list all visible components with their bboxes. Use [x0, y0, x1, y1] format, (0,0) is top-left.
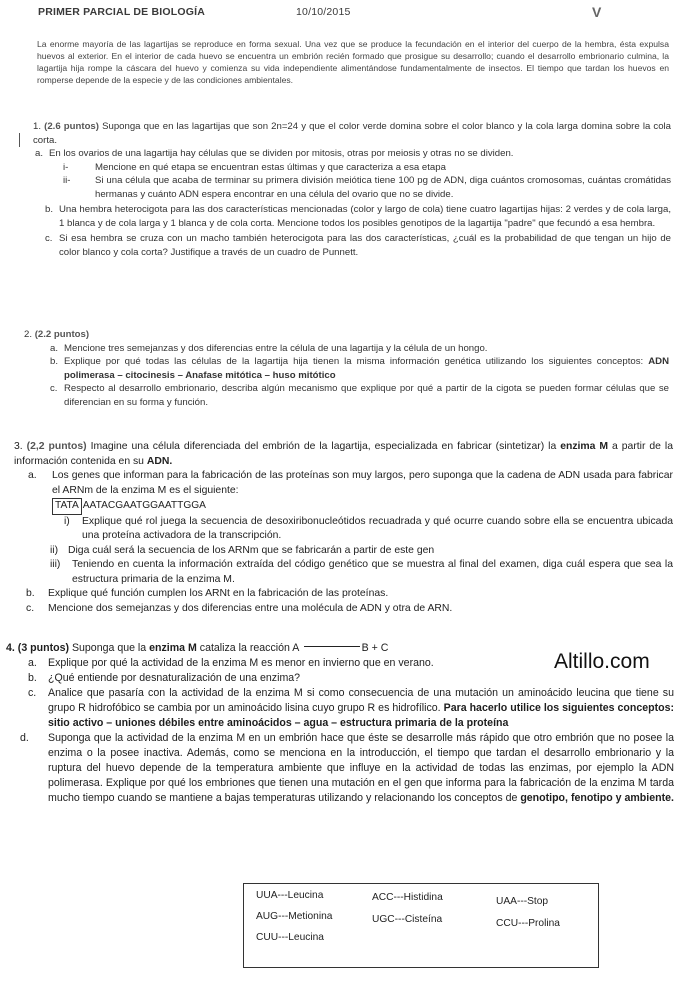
codon-entry: AUG---Metionina — [256, 911, 333, 922]
q4-item-b: b. ¿Qué entiende por desnaturalización de una enzima? — [28, 672, 301, 684]
q3-item-a: a. Los genes que informan para la fabricación de las proteínas son muy largos, pero suponga que la cadena de ADN usada para fabricar el ARNm de la enzima M es el siguiente: TATA AATACGAATGGAATTGGA — [28, 469, 673, 515]
q2-concepts: ADN polimerasa – citocinesis – Anafase mitótica – huso mitótico — [64, 356, 670, 381]
q2-number: 2. — [24, 329, 33, 340]
codon-entry: ACC---Histidina — [372, 892, 443, 903]
q4-concepts: sitio activo – uniones débiles entre aminoácidos – agua – estructura primaria de la proteína — [48, 717, 509, 729]
codon-entry: CCU---Prolina — [496, 918, 560, 929]
q1-item-c: c. Si esa hembra se cruza con un macho también heterocigota para las dos características, ¿cuál es la probabilidad de que tengan un hijo de color blanco y cola corta? Justifique a través de un cuadro de Punnett. — [45, 233, 671, 258]
q2-item-c: c. Respecto al desarrollo embrionario, describa algún mecanismo que explique por qué a partir de la cigota se pueden formar células que se diferencian en su forma y función. — [50, 383, 669, 408]
codon-entry: UGC---Cisteína — [372, 914, 443, 925]
question-1 — [33, 120, 671, 259]
tata-box: TATA — [52, 498, 82, 515]
q1-number: 1. — [33, 121, 42, 132]
q4-item-a: a. Explique por qué la actividad de la enzima M es menor en invierno que en verano. — [28, 657, 434, 669]
q1-item-a-i: i- Mencione en qué etapa se encuentran estas últimas y que caracteriza a esa etapa — [63, 161, 446, 173]
question-4: 4. (3 puntos) Suponga que la enzima M cataliza la reacción A B + C a. Explique por qué la actividad de la enzima M es menor en invierno que en verano. b. ¿Qué entiende por desnaturalización de una enzima? c. Analice que pasaría con la actividad de la enzima M si como consecuencia de una mutación un aminoácido leucina que tiene su grupo R hidrofóbico se cambia por un aminoácido lisina cuyo grupo R es hidrofílico. Para hacerlo utilice los siguientes conceptos: sitio activo – uniones débiles entre aminoácidos – agua – estructura primaria de la proteína d. Suponga que la actividad de la enzima M en un embrión hace que éste se desarrolle más rápido que otro embrión que no posee la enzima o la posee inactiva. Además, como se menciona en la introducción, el tiempo que tardan el desarrollo embrionario y la ruptura del huevo depende de la temperatura ambiente que influye en la actividad de todas las enzimas, por ejemplo la ADN polimerasa. Explique por qué los embriones que tienen una mutación en el gen que informa para la fabricación de la enzima M tarda mucho tiempo cuando se mantiene a bajas temperaturas utilizando y relacionando los conceptos de genotipo, fenotipo y ambiente. — [6, 642, 674, 804]
exam-title: PRIMER PARCIAL DE BIOLOGÍA — [38, 6, 205, 18]
q1-points: (2.6 puntos) — [44, 121, 99, 132]
q4-item-d: d. Suponga que la actividad de la enzima M en un embrión hace que éste se desarrolle más rápido que otro embrión que no posee la enzima o la posee inactiva. Además, como se menciona en la introducción, el tiempo que tardan el desarrollo embrionario y la ruptura del huevo depende de la temperatura ambiente que influye en la actividad de todas las enzimas, por ejemplo la ADN polimerasa. Explique por qué los embriones que tienen una mutación en el gen que informa para la fabricación de la enzima M tarda mucho tiempo cuando se mantiene a bajas temperaturas utilizando y relacionando los conceptos de genotipo, fenotipo y ambiente. — [20, 732, 674, 804]
q1-item-b: b. Una hembra heterocigota para las dos características mencionadas (color y largo de cola) tiene cuatro lagartijas hijas: 2 verdes y de cola larga, 1 blanca y de cola larga y 1 blanca y de cola corta. Mencione todos los posibles genotipos de la lagartija "padre" que fecundó a esa hembra. — [45, 204, 671, 229]
q2-points: (2.2 puntos) — [34, 329, 90, 340]
intro-paragraph: La enorme mayoría de las lagartijas se reproduce en forma sexual. Una vez que se produce la fecundación en el interior del cuerpo de la hembra, ésta expulsa huevos al exterior. En el interior de cada huevo se encuentra un embrión recién formado que prosigue su desarrollo; cuando el desarrollo embrionario culmina, la lagartija hija rompe la cáscara del huevo y comienza su vida independiente alimentándose fundamentalmente de insectos. El tiempo que tardan los huevos en romperse depende de la especie y de las condiciones ambientales. — [37, 39, 669, 85]
q2-item-a: a. Mencione tres semejanzas y dos diferencias entre la célula de una lagartija y la célula de un hongo. — [50, 342, 488, 354]
q3-item-c: c. Mencione dos semejanzas y dos diferencias entre una molécula de ADN y otra de ARN. — [26, 602, 453, 614]
handwritten-mark: V — [592, 4, 602, 20]
exam-date: 10/10/2015 — [296, 6, 351, 18]
margin-mark — [19, 133, 20, 147]
q4-points: (3 puntos) — [17, 642, 69, 654]
question-3: 3. (2,2 puntos) Imagine una célula diferenciada del embrión de la lagartija, especializada en fabricar (sintetizar) la enzima M a partir de la información contenida en su ADN. a. Los genes que informan para la fabricación de las proteínas son muy largos, pero suponga que la cadena de ADN usada para fabricar el ARNm de la enzima M es el siguiente: TATA AATACGAATGGAATTGGA i) Explique qué rol juega la secuencia de desoxiribonucleótidos recuadrada y qué ocurre cuando sobre ella se encuentra ubicada una proteína activadora de la transcripción. ii) Diga cuál será la secuencia de los ARNm que se fabricarán a partir de este gen iii) Teniendo en cuenta la información extraída del código genético que se muestra al final del examen, diga cuál espera que sea la estructura primaria de la enzima M. b. Explique qué función cumplen los ARNt en la fabricación de las proteínas. c. Mencione dos semejanzas y dos diferencias entre una molécula de ADN y otra de ARN. — [14, 440, 673, 616]
q3-item-a-ii: ii) Diga cuál será la secuencia de los ARNm que se fabricarán a partir de este gen — [50, 544, 435, 556]
q3-item-a-iii: iii) Teniendo en cuenta la información extraída del código genético que se muestra al final del examen, diga cuál espera que sea la estructura primaria de la enzima M. — [50, 559, 673, 585]
q2-item-b: b. Explique por qué todas las células de la lagartija hija tienen la misma información genética utilizando los siguientes conceptos: ADN polimerasa – citocinesis – Anafase mitótica – huso mitótico — [50, 356, 670, 381]
exam-header — [38, 6, 670, 20]
q3-points: (2,2 puntos) — [26, 441, 87, 452]
q3-item-a-i: i) Explique qué rol juega la secuencia de desoxiribonucleótidos recuadrada y qué ocurre cuando sobre ella se encuentra ubicada una proteína activadora de la transcripción. — [64, 515, 673, 541]
q3-item-b: b. Explique qué función cumplen los ARNt en la fabricación de las proteínas. — [26, 588, 389, 599]
site-brand: Altillo.com — [554, 650, 650, 673]
codon-entry: CUU---Leucina — [256, 932, 324, 943]
dna-sequence: TATA AATACGAATGGAATTGGA — [52, 498, 673, 515]
q4-number: 4. — [6, 642, 15, 654]
question-2 — [24, 328, 669, 409]
codon-entry: UUA---Leucina — [256, 890, 324, 901]
reaction-substrate: A — [292, 642, 299, 654]
reaction-arrow — [304, 646, 360, 647]
genetic-code-table — [243, 883, 599, 968]
q1-text: Suponga que en las lagartijas que son 2n=24 y que el color verde domina sobre el color blanco y la cola larga domina sobre la cola corta. — [33, 121, 671, 146]
q4-item-c: c. Analice que pasaría con la actividad de la enzima M si como consecuencia de una mutación un aminoácido leucina que tiene su grupo R hidrofóbico se cambia por un aminoácido lisina cuyo grupo R es hidrofílico. Para hacerlo utilice los siguientes conceptos: sitio activo – uniones débiles entre aminoácidos – agua – estructura primaria de la proteína — [28, 687, 674, 729]
q1-item-a: a. En los ovarios de una lagartija hay células que se dividen por mitosis, otras por meiosis y otras no se dividen. — [35, 148, 514, 159]
codon-entry: UAA---Stop — [496, 896, 549, 907]
q1-item-a-ii: ii- Si una célula que acaba de terminar su primera división meiótica tiene 100 pg de ADN, diga cuántos cromosomas, cuántas cromátidas hermanas y cuánto ADN espera encontrar en una célula del ovario que no se divide. — [63, 175, 671, 200]
q3-number: 3. — [14, 441, 23, 452]
reaction-products: B + C — [361, 642, 389, 654]
